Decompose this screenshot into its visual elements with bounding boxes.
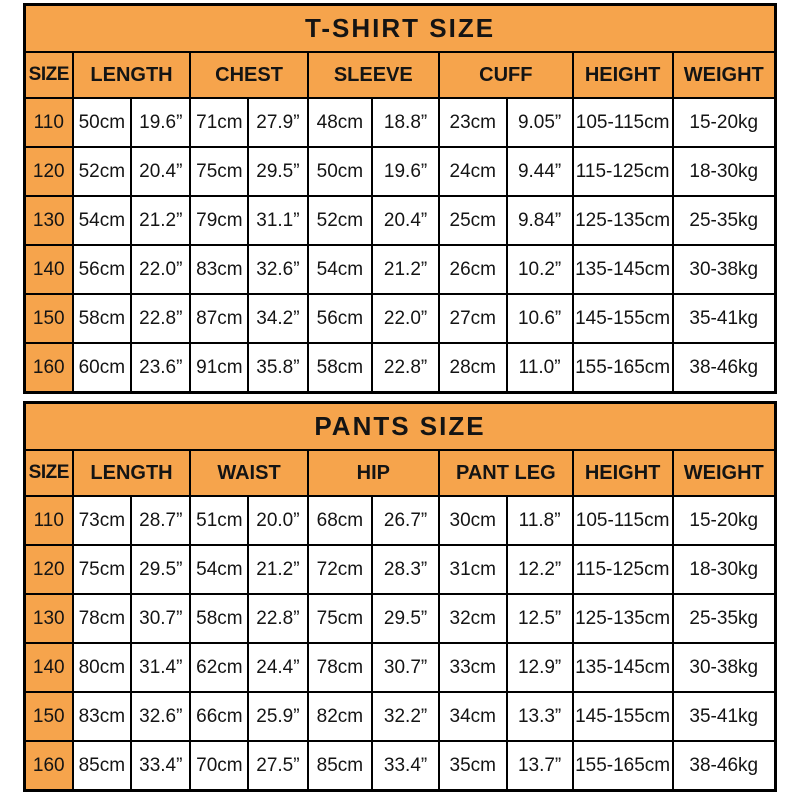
table-row: [25, 196, 776, 245]
table-cell: 50cm: [308, 147, 373, 196]
table-cell: 13.3”: [507, 692, 573, 741]
table-cell: 83cm: [190, 245, 248, 294]
table-cell: 73cm: [73, 496, 132, 545]
size-cell: 160: [25, 343, 73, 393]
table-cell: 34.2”: [248, 294, 307, 343]
table-cell: 29.5”: [131, 545, 190, 594]
table-row: [25, 343, 776, 393]
table-cell: 58cm: [308, 343, 373, 393]
pants-table-body: [25, 496, 776, 791]
pants-column-header-size: SIZE: [25, 450, 73, 496]
tshirt-table-title: T-SHIRT SIZE: [25, 5, 776, 53]
tshirt-column-header-sleeve: SLEEVE: [308, 52, 439, 98]
table-row: [25, 147, 776, 196]
table-cell: 25.9”: [248, 692, 307, 741]
table-cell: 71cm: [190, 98, 248, 147]
table-cell: 27cm: [439, 294, 507, 343]
table-cell: 68cm: [308, 496, 373, 545]
table-cell: 32.2”: [372, 692, 439, 741]
table-cell: 115-125cm: [573, 545, 673, 594]
table-cell: 32.6”: [248, 245, 307, 294]
table-cell: 28.7”: [131, 496, 190, 545]
table-cell: 83cm: [73, 692, 132, 741]
table-cell: 20.4”: [131, 147, 190, 196]
table-cell: 27.5”: [248, 741, 307, 791]
table-cell: 26cm: [439, 245, 507, 294]
table-row: [25, 496, 776, 545]
size-cell: 120: [25, 545, 73, 594]
table-cell: 27.9”: [248, 98, 307, 147]
table-cell: 24cm: [439, 147, 507, 196]
table-cell: 22.0”: [131, 245, 190, 294]
table-cell: 56cm: [308, 294, 373, 343]
table-cell: 80cm: [73, 643, 132, 692]
pants-header-row: [25, 450, 776, 496]
table-cell: 31.4”: [131, 643, 190, 692]
table-cell: 79cm: [190, 196, 248, 245]
table-cell: 22.0”: [372, 294, 439, 343]
tshirt-column-header-length: LENGTH: [73, 52, 191, 98]
table-cell: 70cm: [190, 741, 248, 791]
size-cell: 140: [25, 245, 73, 294]
size-cell: 130: [25, 196, 73, 245]
table-cell: 22.8”: [248, 594, 307, 643]
tshirt-column-header-size: SIZE: [25, 52, 73, 98]
table-cell: 30.7”: [131, 594, 190, 643]
table-cell: 115-125cm: [573, 147, 673, 196]
table-cell: 31cm: [439, 545, 507, 594]
table-cell: 54cm: [308, 245, 373, 294]
table-cell: 25cm: [439, 196, 507, 245]
table-cell: 20.0”: [248, 496, 307, 545]
table-cell: 30.7”: [372, 643, 439, 692]
table-row: [25, 294, 776, 343]
table-cell: 85cm: [308, 741, 373, 791]
table-cell: 52cm: [73, 147, 132, 196]
table-cell: 10.2”: [507, 245, 573, 294]
table-row: [25, 245, 776, 294]
table-cell: 145-155cm: [573, 692, 673, 741]
table-cell: 105-115cm: [573, 496, 673, 545]
table-cell: 50cm: [73, 98, 132, 147]
table-cell: 23cm: [439, 98, 507, 147]
table-cell: 13.7”: [507, 741, 573, 791]
table-cell: 125-135cm: [573, 196, 673, 245]
table-cell: 87cm: [190, 294, 248, 343]
table-cell: 22.8”: [131, 294, 190, 343]
table-cell: 12.5”: [507, 594, 573, 643]
table-cell: 105-115cm: [573, 98, 673, 147]
table-cell: 30cm: [439, 496, 507, 545]
tshirt-header-row: [25, 52, 776, 98]
table-cell: 29.5”: [248, 147, 307, 196]
size-cell: 110: [25, 98, 73, 147]
table-cell: 56cm: [73, 245, 132, 294]
table-cell: 155-165cm: [573, 343, 673, 393]
table-cell: 21.2”: [248, 545, 307, 594]
table-row: [25, 594, 776, 643]
table-cell: 54cm: [73, 196, 132, 245]
table-cell: 33.4”: [372, 741, 439, 791]
pants-column-header-pant-leg: PANT LEG: [439, 450, 573, 496]
table-cell: 10.6”: [507, 294, 573, 343]
table-cell: 78cm: [73, 594, 132, 643]
pants-size-table: [23, 401, 777, 792]
table-cell: 18-30kg: [673, 545, 776, 594]
table-cell: 29.5”: [372, 594, 439, 643]
table-cell: 145-155cm: [573, 294, 673, 343]
table-cell: 33cm: [439, 643, 507, 692]
table-cell: 66cm: [190, 692, 248, 741]
table-cell: 28cm: [439, 343, 507, 393]
table-cell: 72cm: [308, 545, 373, 594]
table-cell: 15-20kg: [673, 98, 776, 147]
table-row: [25, 692, 776, 741]
table-cell: 19.6”: [131, 98, 190, 147]
table-cell: 75cm: [308, 594, 373, 643]
table-cell: 155-165cm: [573, 741, 673, 791]
table-cell: 78cm: [308, 643, 373, 692]
size-cell: 150: [25, 692, 73, 741]
table-cell: 38-46kg: [673, 343, 776, 393]
table-cell: 18-30kg: [673, 147, 776, 196]
table-cell: 85cm: [73, 741, 132, 791]
table-cell: 30-38kg: [673, 643, 776, 692]
table-cell: 12.2”: [507, 545, 573, 594]
table-cell: 25-35kg: [673, 594, 776, 643]
table-cell: 82cm: [308, 692, 373, 741]
table-cell: 35cm: [439, 741, 507, 791]
table-cell: 125-135cm: [573, 594, 673, 643]
pants-column-header-length: LENGTH: [73, 450, 191, 496]
pants-title-row: [25, 403, 776, 451]
pants-column-header-waist: WAIST: [190, 450, 307, 496]
table-cell: 135-145cm: [573, 245, 673, 294]
table-cell: 20.4”: [372, 196, 439, 245]
table-cell: 32cm: [439, 594, 507, 643]
table-cell: 26.7”: [372, 496, 439, 545]
table-cell: 51cm: [190, 496, 248, 545]
size-cell: 160: [25, 741, 73, 791]
size-cell: 130: [25, 594, 73, 643]
pants-column-header-height: HEIGHT: [573, 450, 673, 496]
table-cell: 9.44”: [507, 147, 573, 196]
table-cell: 33.4”: [131, 741, 190, 791]
table-cell: 12.9”: [507, 643, 573, 692]
table-cell: 38-46kg: [673, 741, 776, 791]
table-row: [25, 643, 776, 692]
size-cell: 120: [25, 147, 73, 196]
table-cell: 24.4”: [248, 643, 307, 692]
table-cell: 58cm: [73, 294, 132, 343]
table-cell: 19.6”: [372, 147, 439, 196]
tshirt-size-table: [23, 3, 777, 394]
table-cell: 35.8”: [248, 343, 307, 393]
pants-table-title: PANTS SIZE: [25, 403, 776, 451]
table-row: [25, 741, 776, 791]
table-cell: 48cm: [308, 98, 373, 147]
tshirt-column-header-chest: CHEST: [190, 52, 307, 98]
table-cell: 18.8”: [372, 98, 439, 147]
table-cell: 52cm: [308, 196, 373, 245]
size-cell: 140: [25, 643, 73, 692]
table-cell: 30-38kg: [673, 245, 776, 294]
table-cell: 9.05”: [507, 98, 573, 147]
table-cell: 91cm: [190, 343, 248, 393]
table-cell: 31.1”: [248, 196, 307, 245]
pants-column-header-hip: HIP: [308, 450, 439, 496]
table-row: [25, 545, 776, 594]
table-cell: 54cm: [190, 545, 248, 594]
table-cell: 62cm: [190, 643, 248, 692]
table-cell: 9.84”: [507, 196, 573, 245]
table-cell: 35-41kg: [673, 692, 776, 741]
table-cell: 23.6”: [131, 343, 190, 393]
table-cell: 15-20kg: [673, 496, 776, 545]
tshirt-title-row: [25, 5, 776, 53]
table-cell: 75cm: [73, 545, 132, 594]
table-cell: 21.2”: [372, 245, 439, 294]
table-cell: 25-35kg: [673, 196, 776, 245]
table-cell: 11.0”: [507, 343, 573, 393]
table-cell: 35-41kg: [673, 294, 776, 343]
table-cell: 135-145cm: [573, 643, 673, 692]
tshirt-column-header-weight: WEIGHT: [673, 52, 776, 98]
table-cell: 21.2”: [131, 196, 190, 245]
table-cell: 58cm: [190, 594, 248, 643]
table-cell: 34cm: [439, 692, 507, 741]
tshirt-column-header-height: HEIGHT: [573, 52, 673, 98]
size-cell: 110: [25, 496, 73, 545]
tshirt-column-header-cuff: CUFF: [439, 52, 573, 98]
table-cell: 11.8”: [507, 496, 573, 545]
table-cell: 22.8”: [372, 343, 439, 393]
table-cell: 75cm: [190, 147, 248, 196]
table-cell: 32.6”: [131, 692, 190, 741]
tshirt-table-body: [25, 98, 776, 393]
size-cell: 150: [25, 294, 73, 343]
pants-column-header-weight: WEIGHT: [673, 450, 776, 496]
table-row: [25, 98, 776, 147]
table-cell: 60cm: [73, 343, 132, 393]
table-cell: 28.3”: [372, 545, 439, 594]
